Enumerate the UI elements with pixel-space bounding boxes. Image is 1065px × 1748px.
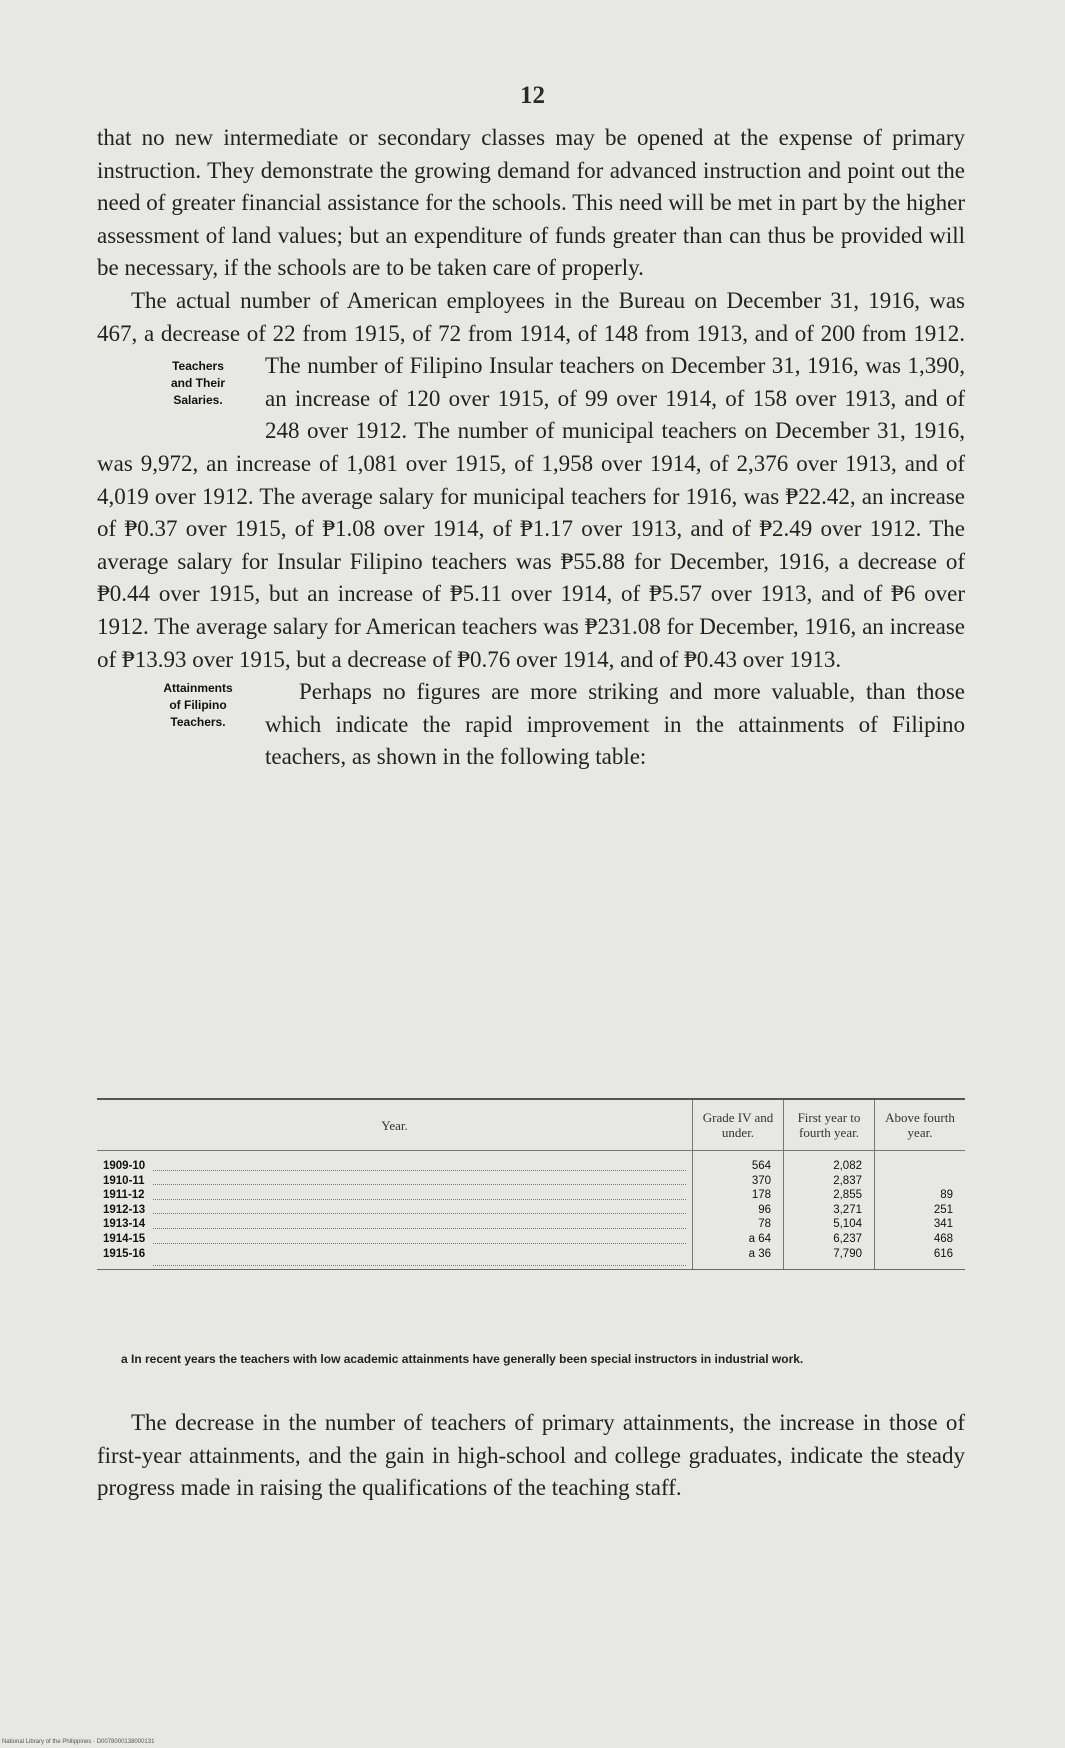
column-header-first-to-fourth: First year to fourth year. [784, 1100, 875, 1151]
cell-grade-iv [693, 1247, 784, 1270]
cell-year-value: 1914-15 [103, 1232, 146, 1245]
cell-year-value: 1912-13 [103, 1203, 146, 1216]
cell-first-to-fourth-value: 5,104 [833, 1218, 862, 1231]
leader-dots [153, 1228, 686, 1229]
sidenote-attainments [97, 680, 265, 746]
cell-grade-iv [693, 1151, 784, 1174]
leader-dots [153, 1199, 686, 1200]
cell-first-to-fourth [784, 1188, 875, 1203]
table-row [97, 1247, 965, 1270]
cell-year-value: 1913-14 [103, 1218, 146, 1231]
page-number: 12 [520, 82, 545, 109]
cell-first-to-fourth-value: 3,271 [833, 1203, 862, 1216]
paragraph-attainments-lead: Perhaps no figures are more striking and more valuable, than [299, 679, 906, 705]
cell-year-value: 1910-11 [103, 1174, 145, 1187]
body-text-upper [97, 122, 965, 774]
cell-first-to-fourth [784, 1247, 875, 1270]
cell-grade-iv [693, 1188, 784, 1203]
cell-first-to-fourth-value: 7,790 [833, 1247, 862, 1260]
table-row [97, 1217, 965, 1232]
table [97, 1100, 965, 1269]
cell-grade-iv [693, 1174, 784, 1189]
table-row [97, 1174, 965, 1189]
cell-grade-iv [693, 1203, 784, 1218]
sidenote-line: Attainments [163, 681, 233, 696]
cell-year [97, 1188, 693, 1203]
cell-first-to-fourth-value: 2,855 [833, 1189, 862, 1202]
sidenote-line: and Their [170, 376, 225, 391]
cell-above-fourth-value: 468 [933, 1232, 953, 1245]
column-header-year: Year. [97, 1100, 693, 1151]
cell-above-fourth-value: 89 [940, 1189, 953, 1202]
sidenote-line: Teachers [172, 359, 224, 374]
sidenote-teachers-salaries [97, 358, 265, 444]
cell-grade-iv-value: a 36 [748, 1247, 771, 1260]
attainments-table [97, 1098, 965, 1270]
cell-year-value: 1915-16 [103, 1247, 146, 1260]
cell-above-fourth [875, 1232, 966, 1247]
cell-year [97, 1174, 693, 1189]
body-text-lower [97, 1407, 965, 1505]
sidenote-line: of Filipino [169, 698, 227, 713]
cell-year-value: 1909-10 [103, 1160, 146, 1172]
paragraph-teachers-salaries [97, 285, 965, 676]
cell-above-fourth [875, 1151, 966, 1174]
cell-above-fourth-value: 251 [933, 1203, 953, 1216]
table-row [97, 1151, 965, 1174]
leader-dots [153, 1213, 686, 1214]
cell-grade-iv [693, 1217, 784, 1232]
table-footnote: a In recent years the teachers with low academic attainments have generally been special instructors in industrial work. [121, 1352, 804, 1366]
cell-year [97, 1151, 693, 1174]
cell-grade-iv-value: 96 [758, 1203, 771, 1216]
cell-year-value: 1911-12 [103, 1189, 145, 1202]
leader-dots [153, 1184, 686, 1185]
cell-above-fourth [875, 1188, 966, 1203]
cell-year [97, 1232, 693, 1247]
table-header-row [97, 1100, 965, 1151]
cell-first-to-fourth-value: 2,082 [833, 1160, 862, 1172]
cell-above-fourth [875, 1203, 966, 1218]
paragraph-intro: that no new intermediate or secondary classes may be opened at the expense of primary instruction. They demonstrate the growing demand for advanced instruction and point out the need of greater financial assistance for the schools. This need will be met in part by the higher assessment of land values; but an expenditure of funds greater than can thus be provided will be necessary, if the schools are to be taken care of properly. [97, 125, 965, 281]
cell-first-to-fourth [784, 1151, 875, 1174]
leader-dots [153, 1243, 686, 1244]
cell-grade-iv-value: a 64 [748, 1232, 771, 1245]
paragraph-conclusion: The decrease in the number of teachers of primary attainments, the increase in those of first-year attainments, and the gain in high-school and college graduates, indicate the steady progress made in raising the qualifications of the teaching staff. [97, 1410, 965, 1501]
sidenote-line: Salaries. [173, 393, 223, 408]
paragraph-attainments-rest: those which indicate the rapid improvement in the attainments of Filipino teachers, as shown in the following table: [265, 679, 965, 770]
table-row [97, 1232, 965, 1247]
cell-first-to-fourth [784, 1174, 875, 1189]
paragraph-teachers-lead: The actual number of American employees in the Bureau on December 31, 1916, was 467, a decrease of 22 from 1915, of 72 from 1914, of 148 from 1913, and of 200 from 1912. The [97, 287, 965, 379]
paragraph-attainments [97, 676, 965, 774]
cell-above-fourth [875, 1174, 966, 1189]
column-header-above-fourth: Above fourth year. [875, 1100, 966, 1151]
column-header-grade-iv: Grade IV and under. [693, 1100, 784, 1151]
cell-grade-iv-value: 78 [758, 1218, 771, 1231]
cell-grade-iv-value: 564 [751, 1160, 771, 1172]
cell-year [97, 1247, 693, 1270]
scan-label: National Library of the Philippines · D0078000138000131 [2, 1739, 155, 1745]
cell-first-to-fourth-value: 2,837 [833, 1174, 862, 1187]
cell-year [97, 1203, 693, 1218]
table-row [97, 1203, 965, 1218]
cell-first-to-fourth [784, 1217, 875, 1232]
cell-above-fourth [875, 1217, 966, 1232]
cell-above-fourth-value: 341 [933, 1218, 953, 1231]
table-row [97, 1188, 965, 1203]
cell-grade-iv-value: 178 [751, 1189, 771, 1202]
paragraph-teachers-rest: number of Filipino Insular teachers on December 31, 1916, was 1,390, an increase of 120 over 1915, of 99 over 1914, of 158 over 1913, and of 248 over 1912. The number of municipal teachers on December 31, 1916, was 9,972, an increase of 1,081 over 1915, of 1,958 over 1914, of 2,376 over 1913, and of 4,019 over 1912. The average salary for municipal teachers for 1916, was ₱22.42, an increase of ₱0.37 over 1915, of ₱1.08 over 1914, of ₱1.17 over 1913, and of ₱2.49 over 1912. The average salary for Insular Filipino teachers was ₱55.88 for December, 1916, a decrease of ₱0.44 over 1915, but an increase of ₱5.11 over 1914, of ₱5.57 over 1913, and of ₱6 over 1912. The average salary for American teachers was ₱231.08 for December, 1916, an increase of ₱13.93 over 1915, but a decrease of ₱0.76 over 1914, and of ₱0.43 over 1913. [97, 353, 965, 672]
cell-grade-iv [693, 1232, 784, 1247]
cell-first-to-fourth [784, 1203, 875, 1218]
cell-grade-iv-value: 370 [751, 1174, 771, 1187]
sidenote-line: Teachers. [170, 715, 226, 730]
cell-above-fourth-value: 616 [933, 1247, 953, 1260]
leader-dots [153, 1265, 686, 1266]
cell-above-fourth [875, 1247, 966, 1270]
cell-first-to-fourth [784, 1232, 875, 1247]
cell-first-to-fourth-value: 6,237 [833, 1232, 862, 1245]
leader-dots [153, 1170, 686, 1171]
table-body [97, 1151, 965, 1270]
cell-year [97, 1217, 693, 1232]
